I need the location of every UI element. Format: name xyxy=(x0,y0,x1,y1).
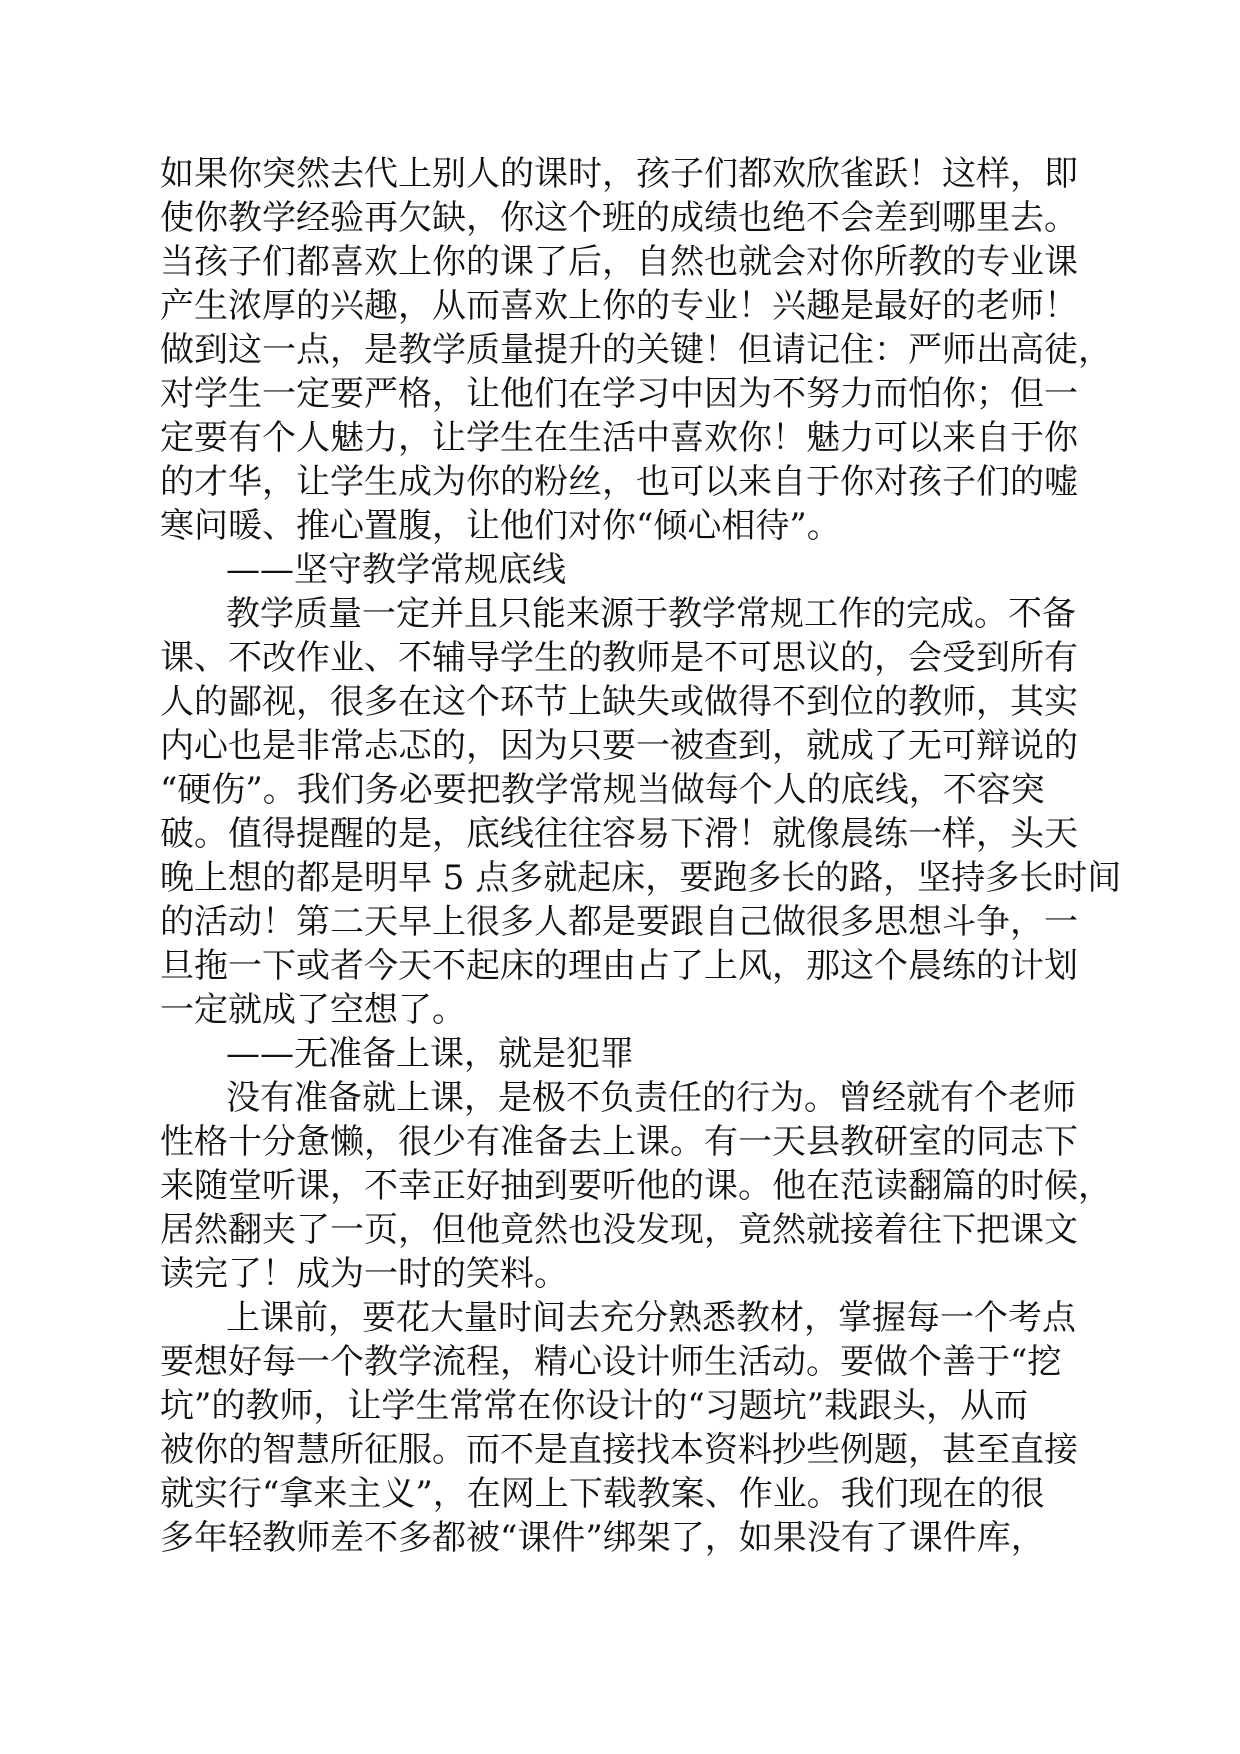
text-line: 居然翻夹了一页，但他竟然也没发现，竟然就接着往下把课文 xyxy=(160,1210,1078,1250)
text-line: 多年轻教师差不多都被“课件”绑架了，如果没有了课件库， xyxy=(160,1518,1045,1558)
text-line: 内心也是非常忐忑的，因为只要一被查到，就成了无可辩说的 xyxy=(160,726,1078,766)
text-line: 晚上想的都是明早 5 点多就起床，要跑多长的路，坚持多长时间 xyxy=(160,858,1122,898)
text-line: 当孩子们都喜欢上你的课了后，自然也就会对你所教的专业课 xyxy=(160,242,1078,282)
text-line: 来随堂听课，不幸正好抽到要听他的课。他在范读翻篇的时候， xyxy=(160,1166,1112,1206)
text-line: “硬伤”。我们务必要把教学常规当做每个人的底线，不容突 xyxy=(160,770,1045,810)
text-line: 如果你突然去代上别人的课时，孩子们都欢欣雀跃！这样，即 xyxy=(160,154,1078,194)
paragraph-first-line: 没有准备就上课，是极不负责任的行为。曾经就有个老师 xyxy=(226,1078,1076,1118)
text-line: 产生浓厚的兴趣，从而喜欢上你的专业！兴趣是最好的老师！ xyxy=(160,286,1078,326)
paragraph-first-line: 教学质量一定并且只能来源于教学常规工作的完成。不备 xyxy=(226,594,1076,634)
section-heading: ——无准备上课，就是犯罪 xyxy=(226,1034,634,1074)
text-line: 定要有个人魅力，让学生在生活中喜欢你！魅力可以来自于你 xyxy=(160,418,1078,458)
text-line: 课、不改作业、不辅导学生的教师是不可思议的，会受到所有 xyxy=(160,638,1078,678)
text-line: 旦拖一下或者今天不起床的理由占了上风，那这个晨练的计划 xyxy=(160,946,1078,986)
text-line: 使你教学经验再欠缺，你这个班的成绩也绝不会差到哪里去。 xyxy=(160,198,1078,238)
text-line: 性格十分惫懒，很少有准备去上课。有一天县教研室的同志下 xyxy=(160,1122,1078,1162)
document-page xyxy=(160,152,1120,1560)
text-line: 读完了！成为一时的笑料。 xyxy=(160,1254,568,1294)
paragraph-first-line: 上课前，要花大量时间去充分熟悉教材，掌握每一个考点 xyxy=(226,1298,1076,1338)
text-line: 的才华，让学生成为你的粉丝，也可以来自于你对孩子们的嘘 xyxy=(160,462,1078,502)
section-heading: ——坚守教学常规底线 xyxy=(226,550,566,590)
text-line: 对学生一定要严格，让他们在学习中因为不努力而怕你；但一 xyxy=(160,374,1078,414)
text-line: 人的鄙视，很多在这个环节上缺失或做得不到位的教师，其实 xyxy=(160,682,1078,722)
text-line: 就实行“拿来主义”，在网上下载教案、作业。我们现在的很 xyxy=(160,1474,1045,1514)
text-line: 寒问暖、推心置腹，让他们对你“倾心相待”。 xyxy=(160,506,841,546)
text-line: 坑”的教师，让学生常常在你设计的“习题坑”栽跟头，从而 xyxy=(160,1386,1029,1426)
text-line: 被你的智慧所征服。而不是直接找本资料抄些例题，甚至直接 xyxy=(160,1430,1078,1470)
text-line: 破。值得提醒的是，底线往往容易下滑！就像晨练一样，头天 xyxy=(160,814,1078,854)
text-line: 一定就成了空想了。 xyxy=(160,990,466,1030)
text-line: 要想好每一个教学流程，精心设计师生活动。要做个善于“挖 xyxy=(160,1342,1062,1382)
text-line: 的活动！第二天早上很多人都是要跟自己做很多思想斗争，一 xyxy=(160,902,1078,942)
text-line: 做到这一点，是教学质量提升的关键！但请记住：严师出高徒， xyxy=(160,330,1112,370)
